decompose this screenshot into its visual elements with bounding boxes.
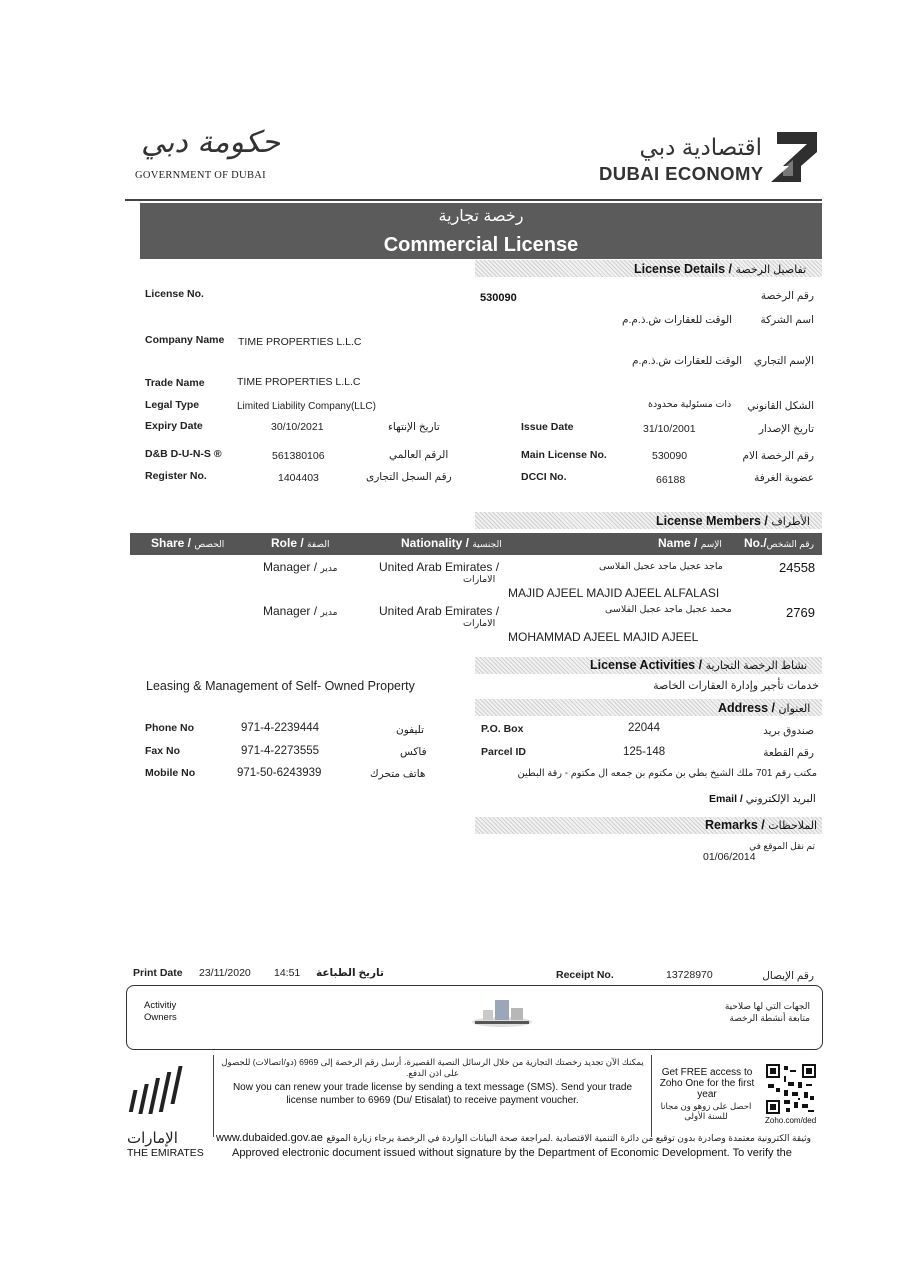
dubai-economy-logo (597, 130, 822, 186)
main-license-ar: رقم الرخصة الام (742, 450, 814, 462)
register-no-value: 1404403 (278, 472, 319, 484)
receipt-no-label: Receipt No. (556, 969, 614, 981)
mobile-value: 971-50-6243939 (237, 767, 322, 779)
verify-text-en: Approved electronic document issued without signature by the Department of Economic Development. To verify the (232, 1147, 792, 1159)
activity-owners-en-2: Owners (144, 1012, 177, 1023)
emirates-stripes-icon (127, 1064, 193, 1122)
dcci-no-label: DCCI No. (521, 471, 567, 483)
col-share: Share / الحصص (151, 536, 225, 550)
member-nationality: United Arab Emirates / (379, 604, 500, 618)
activity-en: Leasing & Management of Self- Owned Property (146, 679, 415, 693)
remarks-title: Remarks / الملاحظات (705, 818, 818, 832)
promo-divider-2 (651, 1055, 652, 1137)
company-name-ar-label: اسم الشركة (760, 314, 814, 326)
legal-type-label: Legal Type (145, 399, 200, 411)
trade-name-label: Trade Name (145, 377, 205, 389)
license-members-title: License Members / الأطراف (656, 514, 810, 528)
print-time-value: 14:51 (274, 967, 301, 979)
gov-dubai-name: GOVERNMENT OF DUBAI (135, 170, 266, 181)
member-name-ar: محمد عجيل ماجد عجيل الفلاسى (605, 604, 732, 615)
expiry-date-value: 30/10/2021 (271, 421, 324, 433)
emirates-en: THE EMIRATES (127, 1147, 204, 1159)
zoho-text-ar: احصل على زوهو ون مجانا للسنة الأولى (660, 1101, 752, 1121)
member-name: MAJID AJEEL MAJID AJEEL ALFALASI (508, 586, 720, 600)
duns-ar: الرقم العالمي (389, 449, 449, 461)
col-nationality: Nationality / الجنسية (401, 536, 502, 550)
po-box-label: P.O. Box (481, 723, 524, 735)
zoho-text-en: Get FREE access to Zoho One for the first year (659, 1067, 755, 1100)
company-name-label: Company Name (145, 334, 225, 346)
activity-owners-box (126, 985, 823, 1050)
activity-owners-ar-1: الجهات التي لها صلاحية (724, 1001, 810, 1011)
po-box-ar: صندوق بريد (763, 725, 814, 737)
activity-owners-en-1: Activitiy (144, 1000, 177, 1011)
member-name-ar: ماجد عجيل ماجد عجيل الفلاسى (599, 561, 723, 572)
register-no-ar: رقم السجل التجارى (366, 471, 452, 483)
activity-owners-ar-2: متابعة أنشطة الرخصة (729, 1013, 810, 1023)
phone-value: 971-4-2239444 (241, 722, 320, 734)
duns-value: 561380106 (272, 450, 325, 462)
legal-type-ar-value: ذات مسئولية محدودة (648, 399, 732, 410)
expiry-date-label: Expiry Date (145, 420, 203, 432)
fax-label: Fax No (145, 745, 181, 757)
title-arabic: رخصة تجارية (438, 208, 524, 225)
mobile-ar: هاتف متحرك (370, 768, 426, 780)
dubai-economy-name: DUBAI ECONOMY (599, 163, 764, 184)
issue-date-value: 31/10/2001 (643, 423, 696, 435)
dcci-no-ar: عضوية الغرفة (754, 472, 814, 484)
member-nationality-ar: الامارات (463, 574, 496, 585)
parcel-id-value: 125-148 (623, 746, 666, 758)
register-no-label: Register No. (145, 470, 207, 482)
email-label: Email / البريد الإلكتروني (709, 793, 816, 805)
col-no: No./رقم الشخص (744, 536, 814, 550)
phone-label: Phone No (145, 722, 194, 734)
license-no-value: 530090 (480, 292, 517, 304)
parcel-id-label: Parcel ID (481, 746, 526, 758)
main-license-value: 530090 (652, 450, 688, 462)
address-title: Address / العنوان (718, 701, 811, 715)
activity-ar: خدمات تأجير وإدارة العقارات الخاصة (653, 680, 819, 692)
issue-date-label: Issue Date (521, 421, 574, 433)
legal-type-ar-label: الشكل القانوني (747, 400, 814, 412)
issue-date-ar: تاريخ الإصدار (758, 423, 814, 435)
trade-name-value: TIME PROPERTIES L.L.C (237, 376, 361, 388)
company-name-value: TIME PROPERTIES L.L.C (238, 336, 362, 348)
emirates-ar: الإمارات (127, 1130, 178, 1147)
member-nationality: United Arab Emirates / (379, 560, 500, 574)
receipt-no-value: 13728970 (666, 969, 713, 981)
print-date-ar: تاريخ الطباعة (316, 967, 384, 979)
print-date-value: 23/11/2020 (199, 967, 251, 979)
trade-name-ar-value: الوقت للعقارات ش.ذ.م.م (632, 355, 743, 367)
title-rule (125, 199, 822, 201)
member-no: 2769 (786, 605, 815, 620)
fax-value: 971-4-2273555 (241, 745, 320, 757)
mobile-label: Mobile No (145, 767, 196, 779)
phone-ar: تليفون (396, 724, 425, 736)
trade-name-ar-label: الإسم التجاري (753, 355, 814, 367)
remarks-date: 01/06/2014 (703, 851, 756, 863)
fax-ar: فاكس (400, 746, 427, 758)
company-name-ar-value: الوقت للعقارات ش.ذ.م.م (622, 314, 733, 326)
title-english: Commercial License (383, 234, 579, 256)
legal-type-value: Limited Liability Company(LLC) (237, 401, 376, 412)
address-line-ar: مكتب رقم 701 ملك الشيخ بطي بن مكتوم بن جمعه ال مكتوم - رقة البطين (517, 768, 817, 779)
member-no: 24558 (779, 560, 816, 575)
duns-label: D&B D-U-N-S ® (145, 448, 222, 460)
zoho-url: Zoho.com/ded (765, 1116, 817, 1125)
sms-text-en: Now you can renew your trade license by sending a text message (SMS). Send your trade license number to 6969 (Du/ Etisalat) to receive payment voucher. (232, 1082, 633, 1106)
title-bar (140, 203, 822, 259)
receipt-no-ar: رقم الإيصال (762, 970, 814, 982)
zoho-qr-code-icon[interactable] (766, 1064, 816, 1114)
dubai-economy-arabic: اقتصادية دبي (639, 134, 762, 160)
verify-text-ar: وثيقة الكترونية معتمدة وصادرة بدون توقيع من دائرة التنمية الاقتصادية .لمراجعة صحة البيانات الواردة في الرخصة يرجاء زيارة الموقع (326, 1133, 811, 1143)
member-nationality-ar: الامارات (463, 618, 496, 629)
license-no-ar: رقم الرخصة (760, 290, 814, 302)
members-table-header (130, 533, 822, 555)
license-no-label: License No. (145, 288, 204, 300)
parcel-id-ar: رقم القطعة (763, 747, 814, 759)
gov-dubai-logo (133, 125, 283, 185)
sms-text-ar: يمكنك الآن تجديد رخصتك التجارية من خلال الرسائل النصية القصيرة، أرسل رقم الرخصة إلى 6969 (دو/اتصالات) للحصول على اذن الدفع. (221, 1057, 644, 1078)
col-name: Name / الإسم (658, 536, 722, 550)
promo-divider-1 (213, 1055, 214, 1137)
print-date-label: Print Date (133, 967, 183, 979)
member-role: Manager / مدير (263, 604, 338, 618)
license-details-title: License Details / تفاصيل الرخصة (634, 262, 807, 276)
member-name: MOHAMMAD AJEEL MAJID AJEEL (508, 630, 699, 644)
expiry-date-ar: تاريخ الإنتهاء (388, 421, 440, 433)
col-role: Role / الصفة (271, 536, 330, 550)
license-activities-title: License Activities / نشاط الرخصة التجارية (590, 658, 808, 672)
member-role: Manager / مدير (263, 560, 338, 574)
dubai-economy-mark-icon (767, 130, 819, 184)
po-box-value: 22044 (628, 722, 660, 734)
emirates-brand (125, 1062, 210, 1162)
verify-url[interactable]: www.dubaided.gov.ae (216, 1132, 323, 1144)
dubai-seal-icon (467, 996, 537, 1030)
gov-dubai-calligraphy: حكومة دبي (141, 125, 281, 160)
dcci-no-value: 66188 (656, 474, 686, 486)
main-license-label: Main License No. (521, 449, 607, 461)
remarks-text-ar: تم نقل الموقع في (749, 841, 815, 851)
